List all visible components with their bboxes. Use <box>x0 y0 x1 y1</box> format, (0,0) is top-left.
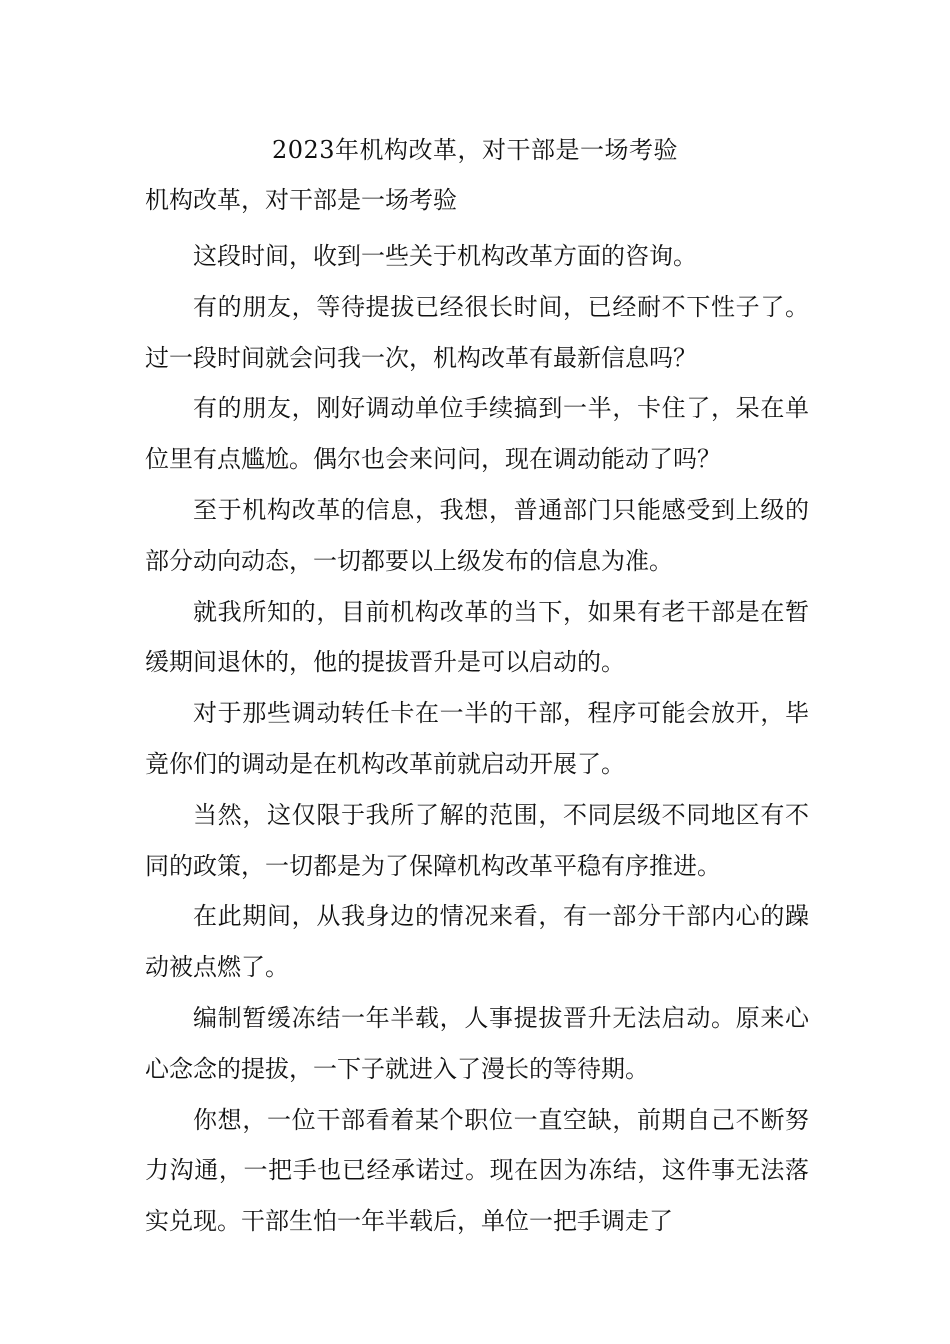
paragraph: 在此期间，从我身边的情况来看，有一部分干部内心的躁动被点燃了。 <box>145 902 809 982</box>
paragraph: 你想，一位干部看着某个职位一直空缺，前期自己不断努力沟通，一把手也已经承诺过。现在因为冻结，这件事无法落实兑现。干部生怕一年半载后，单位一把手调走了 <box>145 1105 809 1236</box>
paragraph: 有的朋友，等待提拔已经很长时间，已经耐不下性子了。过一段时间就会问我一次，机构改革有最新信息吗？ <box>145 292 809 372</box>
document-title: 2023年机构改革，对干部是一场考验 <box>271 136 679 164</box>
paragraph: 当然，这仅限于我所了解的范围，不同层级不同地区有不同的政策，一切都是为了保障机构改革平稳有序推进。 <box>145 800 809 880</box>
paragraph: 有的朋友，刚好调动单位手续搞到一半，卡住了，呆在单位里有点尴尬。偶尔也会来问问，现在调动能动了吗？ <box>145 394 809 474</box>
paragraph: 就我所知的，目前机构改革的当下，如果有老干部是在暂缓期间退休的，他的提拔晋升是可以启动的。 <box>145 597 809 677</box>
paragraph: 这段时间，收到一些关于机构改革方面的咨询。 <box>193 242 697 270</box>
paragraph: 对于那些调动转任卡在一半的干部，程序可能会放开，毕竟你们的调动是在机构改革前就启动开展了。 <box>145 699 809 778</box>
paragraph: 编制暂缓冻结一年半载，人事提拔晋升无法启动。原来心心念念的提拔，一下子就进入了漫长的等待期。 <box>145 1003 809 1083</box>
document-body <box>145 231 809 1247</box>
document-subtitle: 机构改革，对干部是一场考验 <box>145 186 457 214</box>
paragraph: 至于机构改革的信息，我想，普通部门只能感受到上级的部分动向动态，一切都要以上级发布的信息为准。 <box>145 495 809 575</box>
